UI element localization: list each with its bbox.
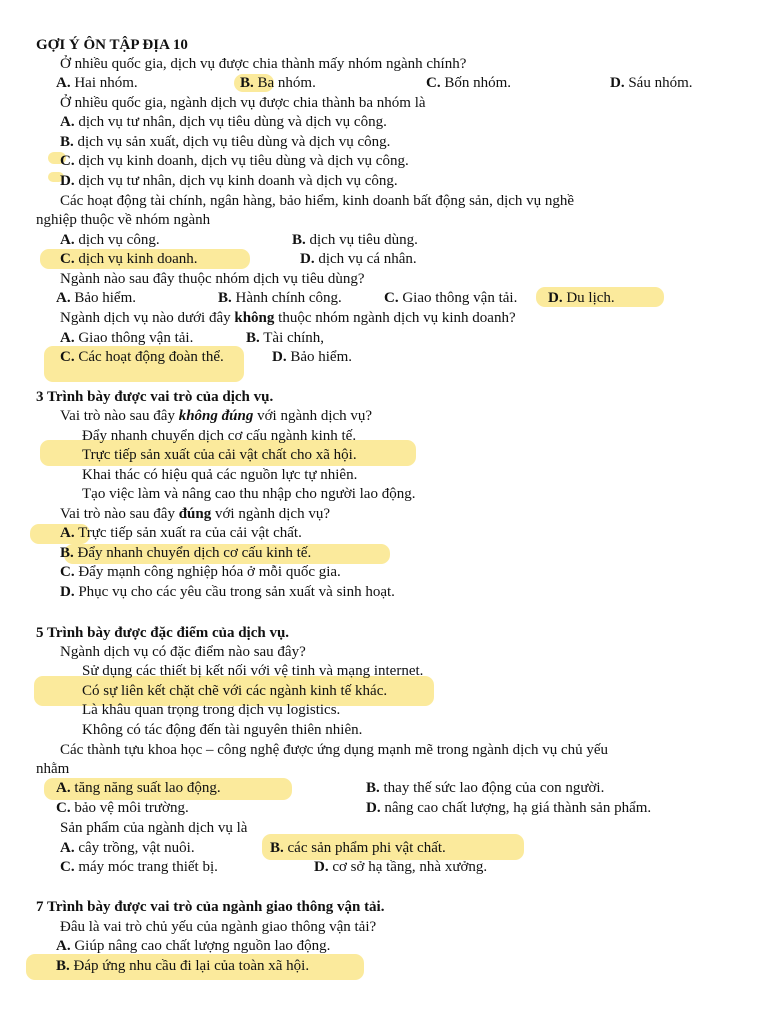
option-key: C. (56, 800, 71, 816)
answer-option (60, 563, 341, 582)
option-key: C. (60, 859, 75, 875)
option-key: C. (426, 75, 441, 91)
option-text: các sản phẩm phi vật chất. (283, 840, 446, 856)
option-text: Đẩy mạnh công nghiệp hóa ở mỗi quốc gia. (74, 564, 341, 580)
section-heading: 3 Trình bày được vai trò của dịch vụ. (36, 389, 274, 405)
answer-option (300, 250, 417, 269)
answer-option (60, 839, 195, 858)
answer-option: Không có tác động đến tài nguyên thiên nhiên. (82, 722, 363, 738)
answer-option: Tạo việc làm và nâng cao thu nhập cho người lao động. (82, 486, 416, 502)
answer-option (610, 74, 693, 93)
answer-option: Khai thác có hiệu quả các nguồn lực tự nhiên. (82, 467, 358, 483)
option-key: A. (56, 75, 71, 91)
question-stem: Các hoạt động tài chính, ngân hàng, bảo hiểm, kinh doanh bất động sản, dịch vụ nghề (60, 193, 575, 209)
stem-text: Vai trò nào sau đây (60, 506, 179, 522)
option-text: Giao thông vận tải. (398, 290, 518, 306)
question-stem: Ngành dịch vụ có đặc điểm nào sau đây? (60, 644, 306, 660)
stem-text: thuộc nhóm ngành dịch vụ kinh doanh? (274, 310, 516, 326)
option-text: Bốn nhóm. (440, 75, 512, 91)
option-text: dịch vụ kinh doanh, dịch vụ tiêu dùng và dịch vụ công. (74, 153, 409, 169)
stem-emphasis: không (234, 310, 275, 326)
option-text: dịch vụ sản xuất, dịch vụ tiêu dùng và dịch vụ công. (73, 134, 391, 150)
option-text: Phục vụ cho các yêu cầu trong sản xuất và sinh hoạt. (74, 584, 395, 600)
option-key: B. (270, 840, 284, 856)
answer-option: Có sự liên kết chặt chẽ với các ngành kinh tế khác. (82, 683, 388, 699)
option-text: bảo vệ môi trường. (70, 800, 189, 816)
option-key: D. (300, 251, 315, 267)
option-text: dịch vụ cá nhân. (314, 251, 417, 267)
answer-option (426, 74, 511, 93)
option-text: Sáu nhóm. (624, 75, 693, 91)
option-key: A. (60, 232, 75, 248)
answer-option (60, 348, 224, 367)
option-text: Đáp ứng nhu cầu đi lại của toàn xã hội. (69, 958, 310, 974)
stem-text: với ngành dịch vụ? (211, 506, 330, 522)
option-key: A. (56, 780, 71, 796)
answer-option (56, 779, 221, 798)
answer-option (270, 839, 446, 858)
option-key: D. (548, 290, 563, 306)
answer-option (60, 250, 198, 269)
option-text: Đẩy nhanh chuyển dịch cơ cấu kinh tế. (73, 545, 312, 561)
option-key: B. (56, 958, 70, 974)
question-stem: Ở nhiều quốc gia, dịch vụ được chia thành mấy nhóm ngành chính? (60, 56, 467, 72)
option-text: Hai nhóm. (70, 75, 138, 91)
option-key: C. (384, 290, 399, 306)
answer-option (60, 152, 409, 171)
answer-option (56, 957, 309, 976)
option-key: D. (610, 75, 625, 91)
option-text: dịch vụ tư nhân, dịch vụ kinh doanh và dịch vụ công. (74, 173, 398, 189)
option-key: A. (60, 840, 75, 856)
option-text: cây trồng, vật nuôi. (74, 840, 195, 856)
answer-option (366, 779, 604, 798)
answer-option (60, 172, 398, 191)
answer-option: Trực tiếp sản xuất của cải vật chất cho xã hội. (82, 447, 357, 463)
answer-option: Sử dụng các thiết bị kết nối với vệ tinh và mạng internet. (82, 663, 424, 679)
answer-option (60, 858, 218, 877)
option-key: A. (60, 330, 75, 346)
option-key: C. (60, 564, 75, 580)
option-key: B. (292, 232, 306, 248)
option-text: dịch vụ tiêu dùng. (305, 232, 418, 248)
answer-option (218, 289, 342, 308)
question-stem: Đâu là vai trò chủ yếu của ngành giao thông vận tải? (60, 919, 377, 935)
option-text: Ba nhóm. (253, 75, 316, 91)
option-text: Bảo hiểm. (286, 349, 352, 365)
option-key: A. (60, 114, 75, 130)
option-key: A. (56, 290, 71, 306)
option-text: thay thế sức lao động của con người. (379, 780, 605, 796)
option-text: nâng cao chất lượng, hạ giá thành sản phẩm. (380, 800, 652, 816)
option-key: D. (366, 800, 381, 816)
option-text: máy móc trang thiết bị. (74, 859, 218, 875)
stem-emphasis: đúng (178, 506, 212, 522)
question-stem: Sản phẩm của ngành dịch vụ là (60, 820, 248, 836)
question-stem: Ngành nào sau đây thuộc nhóm dịch vụ tiêu dùng? (60, 271, 365, 287)
option-text: cơ sở hạ tầng, nhà xưởng. (328, 859, 488, 875)
answer-option (314, 858, 487, 877)
option-text: Bảo hiểm. (70, 290, 136, 306)
option-key: B. (218, 290, 232, 306)
answer-option (60, 133, 390, 152)
stem-text: Vai trò nào sau đây (60, 408, 179, 424)
answer-option (60, 583, 395, 602)
question-stem: Các thành tựu khoa học – công nghệ được ứng dụng mạnh mẽ trong ngành dịch vụ chủ yếu (60, 742, 609, 758)
answer-option (384, 289, 517, 308)
option-key: D. (60, 173, 75, 189)
stem-text: với ngành dịch vụ? (253, 408, 373, 424)
answer-option (56, 289, 136, 308)
question-stem (60, 407, 372, 426)
section-heading: 7 Trình bày được vai trò của ngành giao thông vận tải. (36, 899, 385, 915)
option-key: C. (60, 349, 75, 365)
option-key: C. (60, 251, 75, 267)
option-text: Tài chính, (259, 330, 325, 346)
option-text: dịch vụ tư nhân, dịch vụ tiêu dùng và dịch vụ công. (74, 114, 387, 130)
question-stem: nhằm (36, 761, 70, 777)
question-stem: Ở nhiều quốc gia, ngành dịch vụ được chia thành ba nhóm là (60, 95, 426, 111)
option-key: D. (60, 584, 75, 600)
answer-option (240, 74, 316, 93)
answer-option (60, 524, 302, 543)
option-key: A. (56, 938, 71, 954)
answer-option (56, 74, 138, 93)
page-title: GỢI Ý ÔN TẬP ĐỊA 10 (36, 37, 188, 53)
section-heading: 5 Trình bày được đặc điểm của dịch vụ. (36, 625, 290, 641)
answer-option (56, 799, 189, 818)
answer-option (56, 937, 330, 956)
answer-option (272, 348, 352, 367)
answer-option (292, 231, 418, 250)
option-key: D. (314, 859, 329, 875)
option-text: dịch vụ công. (74, 232, 160, 248)
option-key: B. (246, 330, 260, 346)
option-key: D. (272, 349, 287, 365)
answer-option: Là khâu quan trọng trong dịch vụ logistics. (82, 702, 341, 718)
option-text: Trực tiếp sản xuất ra của cải vật chất. (74, 525, 302, 541)
answer-option (60, 544, 311, 563)
option-text: Du lịch. (562, 290, 615, 306)
answer-option (366, 799, 651, 818)
question-stem: nghiệp thuộc về nhóm ngành (36, 212, 211, 228)
question-stem (60, 309, 516, 328)
question-stem (60, 505, 330, 524)
option-text: dịch vụ kinh doanh. (74, 251, 198, 267)
option-key: A. (60, 525, 75, 541)
option-text: Các hoạt động đoàn thể. (74, 349, 224, 365)
option-key: B. (240, 75, 254, 91)
answer-option (60, 329, 193, 348)
option-text: Giao thông vận tải. (74, 330, 194, 346)
answer-option (246, 329, 324, 348)
answer-option (60, 113, 387, 132)
option-text: Hành chính công. (231, 290, 342, 306)
option-key: B. (60, 545, 74, 561)
option-key: B. (60, 134, 74, 150)
option-text: tăng năng suất lao động. (70, 780, 221, 796)
answer-option (548, 289, 615, 308)
option-text: Giúp nâng cao chất lượng nguồn lao động. (70, 938, 331, 954)
option-key: B. (366, 780, 380, 796)
stem-emphasis: không đúng (178, 408, 254, 424)
answer-option (60, 231, 160, 250)
stem-text: Ngành dịch vụ nào dưới đây (60, 310, 235, 326)
answer-option: Đẩy nhanh chuyển dịch cơ cấu ngành kinh tế. (82, 428, 357, 444)
option-key: C. (60, 153, 75, 169)
